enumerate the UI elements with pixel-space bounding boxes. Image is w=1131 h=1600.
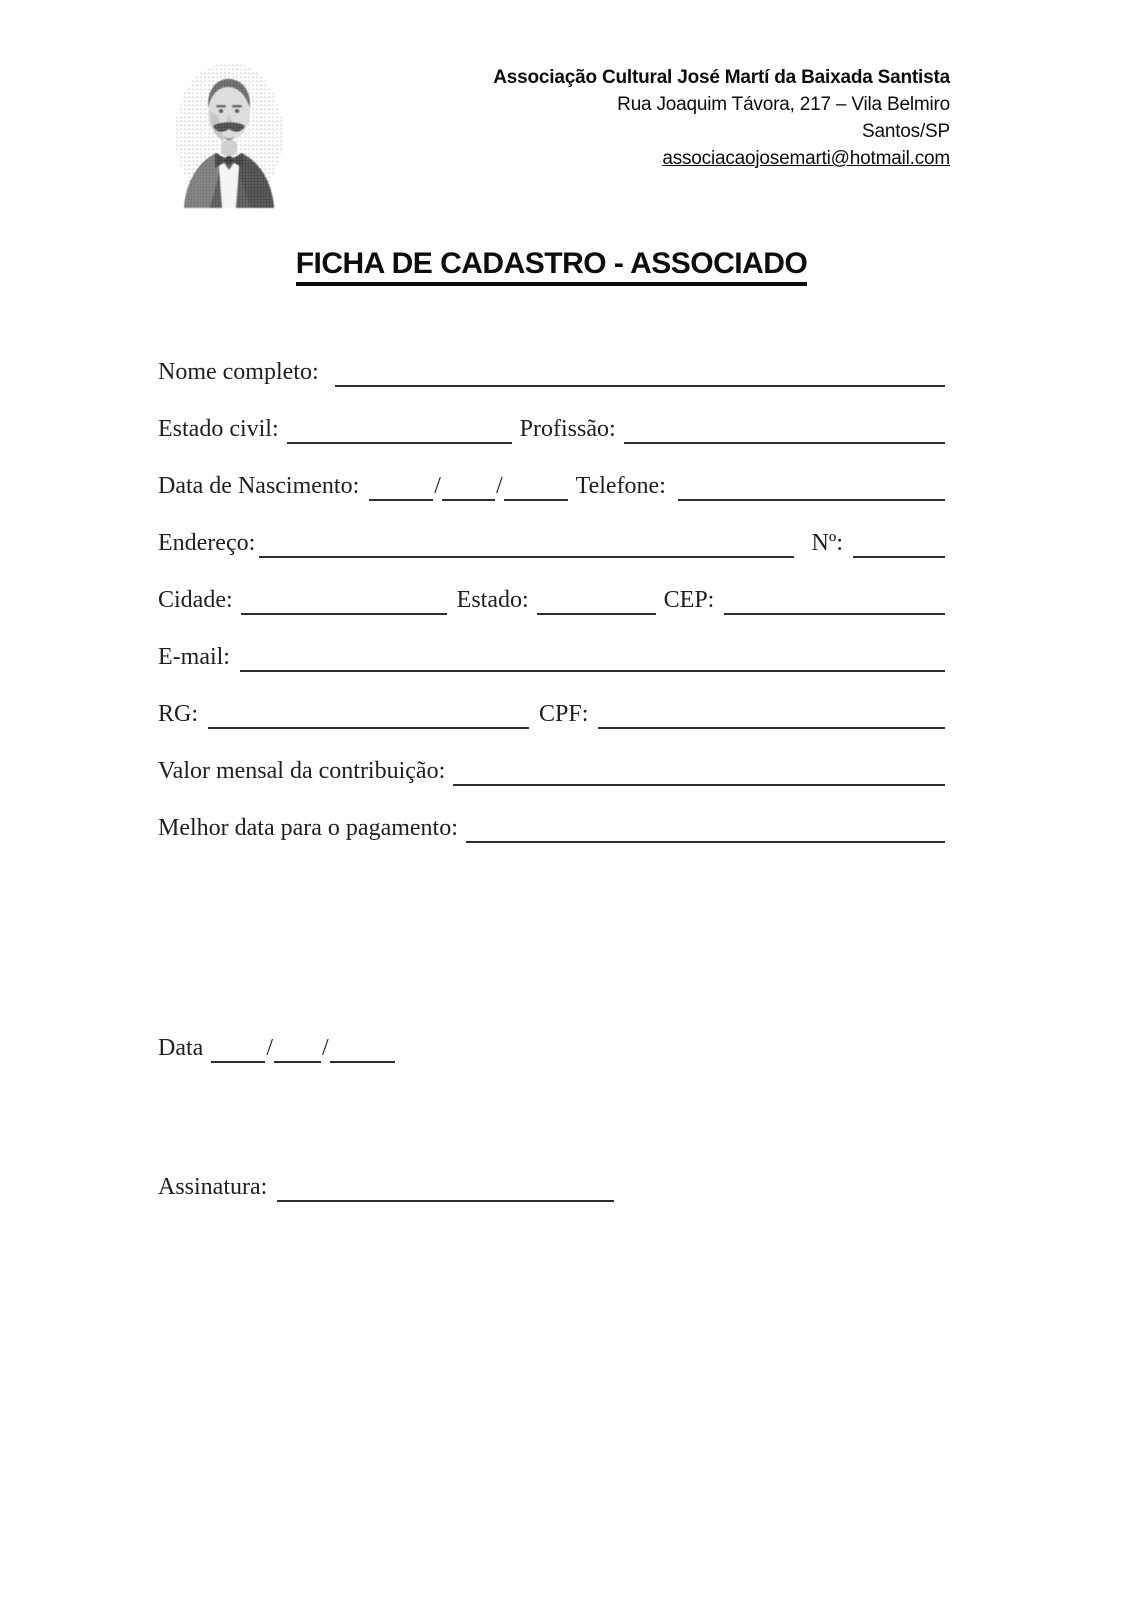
form-body [158,357,945,870]
telefone-field[interactable] [678,489,945,501]
title-wrap [158,247,945,286]
data-dia-field[interactable] [211,1051,265,1063]
field-row-nome-completo [158,357,945,387]
field-row-endereco-numero [158,528,945,558]
field-row-melhor-data [158,813,945,843]
org-name: Associação Cultural José Martí da Baixada Santista [493,67,950,88]
cep-field[interactable] [724,603,945,615]
field-row-nascimento-telefone [158,471,945,501]
nome-completo-label: Nome completo: [158,359,319,385]
page-title: FICHA DE CADASTRO - ASSOCIADO [296,247,808,286]
data-ano-field[interactable] [330,1051,395,1063]
numero-label: Nº: [811,530,843,556]
estado-field[interactable] [537,603,656,615]
field-row-cidade-estado-cep [158,585,945,615]
assinatura-label: Assinatura: [158,1174,268,1200]
estado-civil-label: Estado civil: [158,416,279,442]
cidade-field[interactable] [241,603,447,615]
nascimento-ano-field[interactable] [504,489,568,501]
date-separator: / [495,473,503,499]
cpf-label: CPF: [539,701,589,727]
date-separator: / [434,473,441,499]
melhor-data-field[interactable] [466,831,945,843]
valor-mensal-label: Valor mensal da contribuição: [158,758,446,784]
org-email: associacaojosemarti@hotmail.com [662,148,950,169]
org-city-line: Santos/SP [862,121,950,142]
rg-label: RG: [158,701,199,727]
field-row-estado-civil-profissao [158,414,945,444]
cpf-field[interactable] [598,717,945,729]
field-row-data [158,1033,395,1063]
data-nascimento-label: Data de Nascimento: [158,473,360,499]
data-label: Data [158,1035,204,1061]
letterhead [493,64,950,172]
numero-field[interactable] [853,546,945,558]
field-row-email [158,642,945,672]
rg-field[interactable] [208,717,529,729]
profissao-field[interactable] [624,432,945,444]
nome-completo-field[interactable] [335,375,945,387]
endereco-label: Endereço: [158,530,256,556]
nascimento-dia-field[interactable] [369,489,433,501]
field-row-assinatura [158,1172,614,1202]
valor-mensal-field[interactable] [453,774,945,786]
estado-label: Estado: [456,587,529,613]
date-separator: / [321,1035,329,1061]
cidade-label: Cidade: [158,587,233,613]
melhor-data-label: Melhor data para o pagamento: [158,815,458,841]
endereco-field[interactable] [259,546,793,558]
email-field[interactable] [240,660,945,672]
field-row-valor-mensal [158,756,945,786]
assinatura-field[interactable] [277,1190,614,1202]
org-address-line: Rua Joaquim Távora, 217 – Vila Belmiro [617,94,950,115]
cep-label: CEP: [663,587,715,613]
date-separator: / [266,1035,273,1061]
jose-marti-portrait-image [168,56,290,208]
telefone-label: Telefone: [575,473,666,499]
jose-marti-portrait [168,56,290,208]
email-label: E-mail: [158,644,230,670]
field-row-rg-cpf [158,699,945,729]
data-mes-field[interactable] [274,1051,321,1063]
profissao-label: Profissão: [519,416,616,442]
estado-civil-field[interactable] [287,432,512,444]
nascimento-mes-field[interactable] [442,489,495,501]
